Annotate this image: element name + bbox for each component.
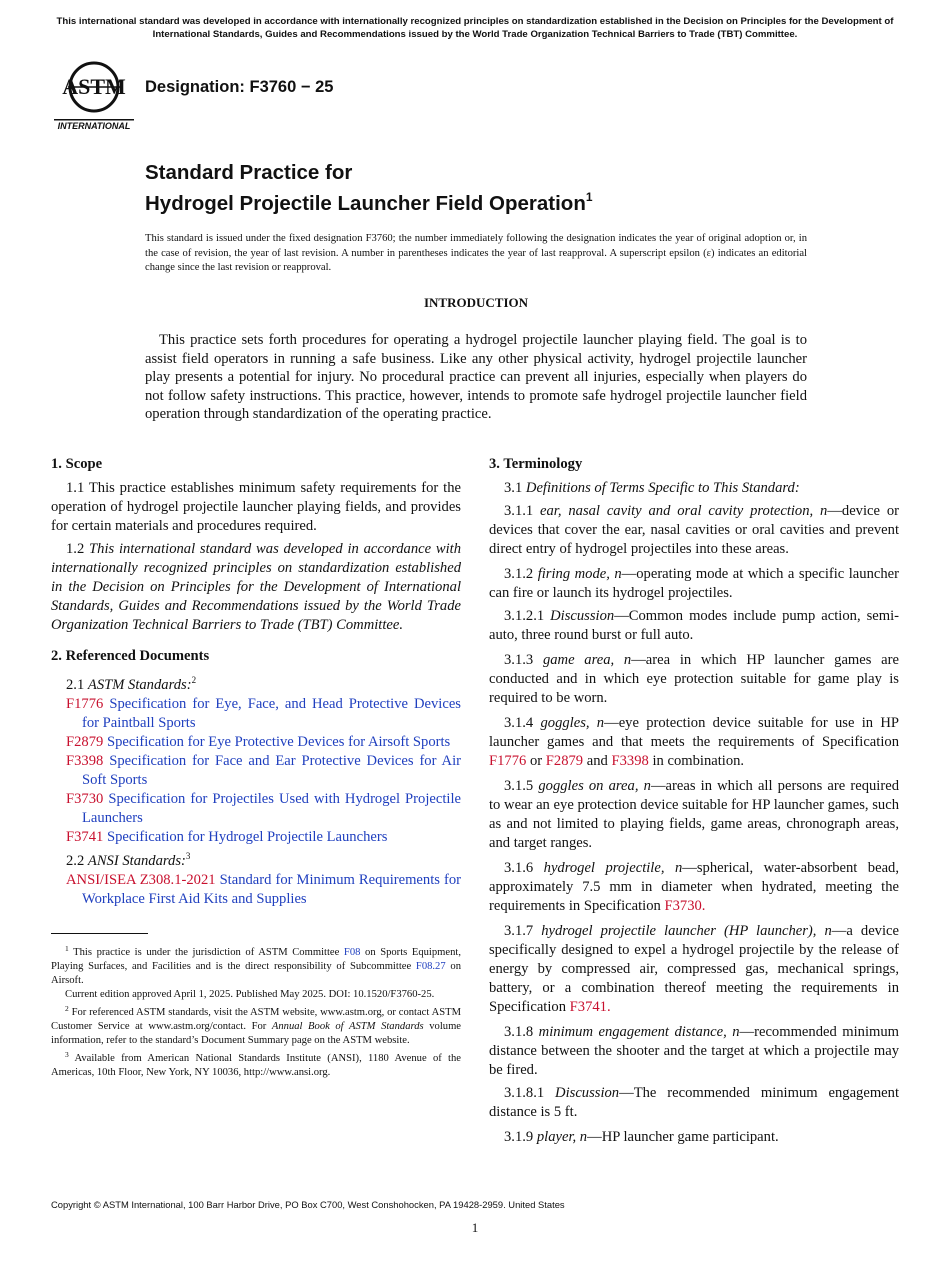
reference-ansi-z308[interactable]: ANSI/ISEA Z308.1-2021 Standard for Minimum Requirements for Workplace First Aid Kits and Supplies bbox=[66, 871, 461, 907]
title-line-2: Hydrogel Projectile Launcher Field Operation$^1$ bbox=[145, 190, 593, 215]
term-3-1-4: 3.1.4 goggles, n—eye protection device suitable for use in HP launcher games and that meets the requirements of Specification F1776 or F2879 and F3398 in combination. bbox=[489, 715, 899, 769]
term-3-1: 3.1 Definitions of Terms Specific to This Standard: bbox=[504, 480, 800, 496]
link-f2879[interactable]: F2879 bbox=[545, 753, 584, 769]
document-title bbox=[145, 160, 593, 216]
term-3-1-9: 3.1.9 player, n—HP launcher game participant. bbox=[504, 1129, 779, 1145]
ansi-standards-label: 2.2 ANSI Standards:$^3$ bbox=[66, 850, 191, 869]
term-3-1-8: 3.1.8 minimum engagement distance, n—recommended minimum distance between the shooter and the target at which a projectile may be fired. bbox=[489, 1024, 900, 1078]
scope-1-1: 1.1 This practice establishes minimum safety requirements for the operation of hydrogel projectile launcher playing fields, and provides for certain materials and procedures required. bbox=[51, 480, 461, 534]
footnote-1: $^1$ This practice is under the jurisdiction of ASTM Committee F08 on Sports Equipment, Playing Surfaces, and Facilities and is the direct responsibility of Subcommittee F08.27 on Airsoft. bbox=[51, 943, 461, 986]
link-f3741[interactable]: F3741. bbox=[569, 999, 611, 1015]
footnote-3: $^3$ Available from American National Standards Institute (ANSI), 1180 Avenue of the Americas, 10th Floor, New York, NY 10036, http://www.ansi.org. bbox=[51, 1049, 461, 1078]
term-3-1-3: 3.1.3 game area, n—area in which HP launcher games are conducted and in which eye protection suitable for game play is required to be worn. bbox=[489, 652, 899, 706]
footnote-divider bbox=[51, 933, 148, 934]
term-3-1-2: 3.1.2 firing mode, n—operating mode at which a specific launcher can fire or launch its hydrogel projectiles. bbox=[489, 566, 899, 601]
reference-f1776[interactable]: F1776 Specification for Eye, Face, and Head Protective Devices for Paintball Sports bbox=[66, 695, 461, 731]
link-f3730[interactable]: F3730. bbox=[664, 898, 706, 914]
left-column bbox=[51, 455, 461, 1080]
issuance-statement: This standard is issued under the fixed designation F3760; the number immediately following the designation indicates the year of original adoption or, in the case of revision, the year of last revision. A number in parentheses indicates the year of last reapproval. A superscript epsilon (ε) indicates an editorial change since the last revision or reapproval. bbox=[145, 233, 807, 273]
term-3-1-1: 3.1.1 ear, nasal cavity and oral cavity protection, n—device or devices that cover the ear, nasal cavities or oral cavities and prevent direct entry of hydrogel projectiles into these areas. bbox=[489, 503, 899, 557]
astm-logo bbox=[52, 56, 136, 132]
reference-f3741[interactable]: F3741 Specification for Hydrogel Projectile Launchers bbox=[66, 828, 388, 845]
term-3-1-7: 3.1.7 hydrogel projectile launcher (HP launcher), n—a device specifically designed to expel a hydrogel projectile by the release of energy by compressed air, compressed gas, mechanical springs, battery, or a combination thereof meeting the requirements in Specification F3741. bbox=[489, 923, 899, 1015]
footnote-2: $^2$ For referenced ASTM standards, visit the ASTM website, www.astm.org, or contact ASTM Customer Service at www.astm.org/contact. For Annual Book of ASTM Standards volume information, refer to the standard’s Document Summary page on the ASTM website. bbox=[51, 1003, 462, 1046]
term-3-1-5: 3.1.5 goggles on area, n—areas in which all persons are required to wear an eye protection device suitable for HP launcher games, such as and not limited to playing fields, game areas, chronograph areas, and target ranges. bbox=[489, 778, 899, 851]
standards-notice: This international standard was developed in accordance with internationally recognized principles on standardization established in the Decision on Principles for the Development of International Standards, Guides and Recommendations issued by the World Trade Organization Technical Barriers to Trade (TBT) Committee. bbox=[56, 16, 894, 40]
link-f08[interactable]: F08 bbox=[343, 946, 361, 958]
right-column bbox=[489, 455, 899, 1151]
referenced-documents-heading: 2. Referenced Documents bbox=[51, 648, 210, 664]
reference-f3398[interactable]: F3398 Specification for Face and Ear Protective Devices for Air Soft Sports bbox=[66, 752, 461, 788]
title-footnote-mark[interactable]: 1 bbox=[585, 190, 593, 204]
link-f08-27[interactable]: F08.27 bbox=[415, 960, 446, 972]
footnote-1-edition: Current edition approved April 1, 2025. Published May 2025. DOI: 10.1520/F3760-25. bbox=[65, 988, 435, 1000]
link-f3398[interactable]: F3398 bbox=[611, 753, 649, 769]
introduction-body: This practice sets forth procedures for operating a hydrogel projectile launcher playing field. The goal is to assist field operators in running a safe business. Like any other physical activity, hydrogel projectile launcher play presents a potential for injury. No procedural practice can prevent all injuries, especially when players do not follow safety instructions. This practice, however, intends to promote safe hydrogel projectile launcher field operation through standardization of the operating practice. bbox=[145, 332, 807, 422]
introduction-heading: INTRODUCTION bbox=[423, 295, 528, 310]
scope-heading: 1. Scope bbox=[51, 456, 103, 472]
designation: Designation: F3760 − 25 bbox=[145, 78, 334, 96]
term-3-1-2-1: 3.1.2.1 Discussion—Common modes include pump action, semi-auto, three round burst or full auto. bbox=[489, 608, 899, 643]
title-line-1: Standard Practice for bbox=[145, 161, 353, 184]
astm-standards-label: 2.1 ASTM Standards:$^2$ bbox=[66, 675, 197, 693]
copyright-notice: Copyright © ASTM International, 100 Barr Harbor Drive, PO Box C700, West Conshohocken, PA 19428-2959. United States bbox=[51, 1199, 565, 1210]
link-f1776[interactable]: F1776 bbox=[489, 753, 527, 769]
term-3-1-6: 3.1.6 hydrogel projectile, n—spherical, water-absorbent bead, approximately 7.5 mm in diameter when hydrated, meeting the requirements in Specification F3730. bbox=[489, 860, 899, 914]
reference-f3730[interactable]: F3730 Specification for Projectiles Used with Hydrogel Projectile Launchers bbox=[66, 790, 461, 826]
scope-1-2: 1.2 This international standard was developed in accordance with internationally recognized principles on standardization established in the Decision on Principles for the Development of International Standards, Guides and Recommendations issued by the World Trade Organization Technical Barriers to Trade (TBT) Committee. bbox=[51, 541, 462, 633]
logo-subtext: INTERNATIONAL bbox=[57, 121, 131, 131]
term-3-1-8-1: 3.1.8.1 Discussion—The recommended minimum engagement distance is 5 ft. bbox=[489, 1085, 899, 1120]
logo-text: ASTM bbox=[62, 74, 126, 99]
terminology-heading: 3. Terminology bbox=[489, 456, 583, 472]
page-number: 1 bbox=[471, 1220, 479, 1235]
reference-f2879[interactable]: F2879 Specification for Eye Protective Devices for Airsoft Sports bbox=[66, 733, 451, 750]
